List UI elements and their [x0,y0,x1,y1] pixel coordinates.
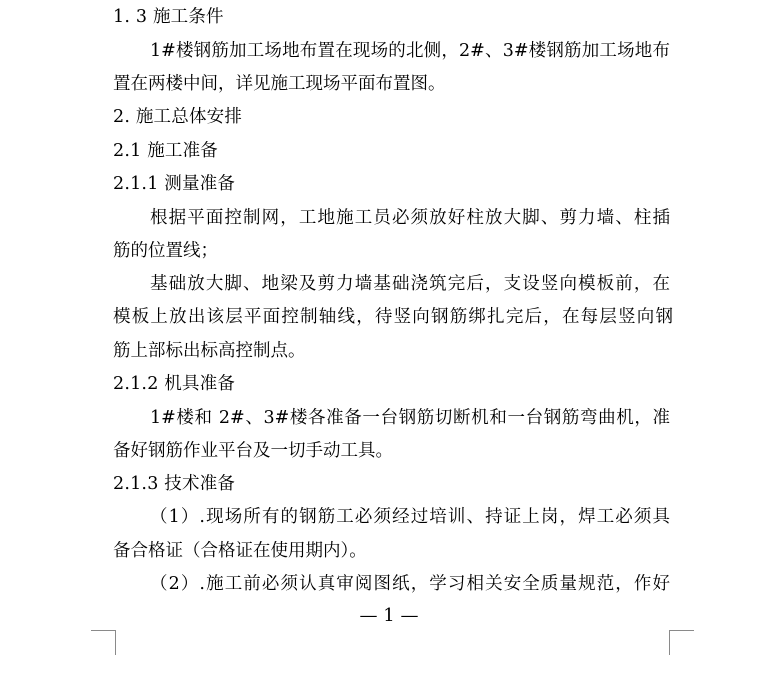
section-heading-2-1-1: 2.1.1 测量准备 [113,174,236,194]
paragraph-line: 备好钢筋作业平台及一切手动工具。 [113,441,393,461]
paragraph-line: 基础放大脚、地梁及剪力墙基础浇筑完后，支设竖向模板前，在 [150,274,670,294]
paragraph-line: （2）.施工前必须认真审阅图纸，学习相关安全质量规范，作好 [150,574,670,594]
paragraph-line: 备合格证（合格证在使用期内）。 [113,541,367,561]
page-number: — 1 — [359,605,419,626]
section-heading-2-1-2: 2.1.2 机具准备 [113,374,236,394]
section-heading-2-1: 2.1 施工准备 [113,141,218,161]
page-margin-corner-mark [91,630,116,655]
paragraph-line: 根据平面控制网，工地施工员必须放好柱放大脚、剪力墙、柱插 [150,208,670,228]
paragraph-line: 置在两楼中间，详见施工现场平面布置图。 [113,74,446,94]
paragraph-line: 1#楼钢筋加工场地布置在现场的北侧，2#、3#楼钢筋加工场地布 [150,41,670,61]
paragraph-line: 模板上放出该层平面控制轴线，待竖向钢筋绑扎完后，在每层竖向钢 [113,307,673,327]
section-heading-1-3: 1. 3 施工条件 [113,7,224,27]
paragraph-line: 筋的位置线； [113,241,218,261]
page-margin-corner-mark [669,630,694,655]
paragraph-line: 筋上部标出标高控制点。 [113,341,306,361]
section-heading-2-1-3: 2.1.3 技术准备 [113,474,236,494]
paragraph-line: 1#楼和 2#、3#楼各准备一台钢筋切断机和一台钢筋弯曲机，准 [150,408,670,428]
section-heading-2: 2. 施工总体安排 [113,107,243,127]
paragraph-line: （1）.现场所有的钢筋工必须经过培训、持证上岗，焊工必须具 [150,507,670,527]
